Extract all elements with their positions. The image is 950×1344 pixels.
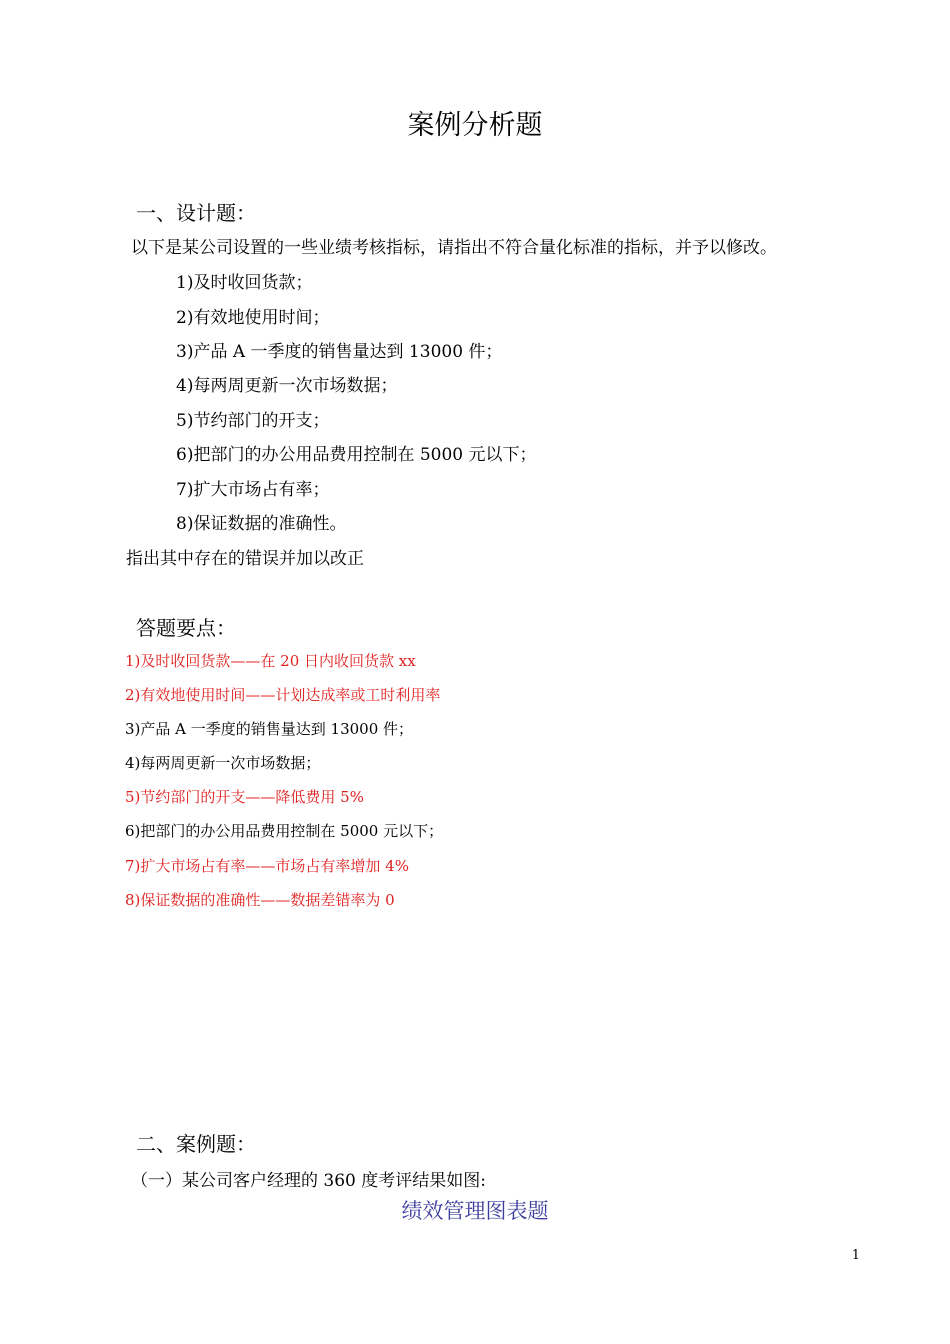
section-1-intro: 以下是某公司设置的一些业绩考核指标，请指出不符合量化标准的指标，并予以修改。 [131, 238, 777, 258]
answer-item: 1)及时收回货款——在 20 日内收回货款 xx [125, 652, 416, 670]
design-item: 8)保证数据的准确性。 [176, 514, 347, 534]
design-item: 6)把部门的办公用品费用控制在 5000 元以下； [176, 445, 537, 465]
design-item: 2)有效地使用时间； [176, 308, 330, 328]
answer-item: 7)扩大市场占有率——市场占有率增加 4% [125, 857, 409, 875]
answer-item: 2)有效地使用时间——计划达成率或工时利用率 [125, 686, 441, 704]
answer-item: 4)每两周更新一次市场数据； [125, 754, 321, 772]
design-item: 4)每两周更新一次市场数据； [176, 376, 398, 396]
page-number: 1 [851, 1248, 860, 1263]
answers-heading: 答题要点： [136, 616, 236, 640]
answer-item: 5)节约部门的开支——降低费用 5% [125, 788, 364, 806]
chart-title: 绩效管理图表题 [401, 1199, 549, 1223]
design-item: 1)及时收回货款； [176, 273, 313, 293]
section-1-heading: 一、设计题： [136, 201, 256, 225]
answer-item: 3)产品 A 一季度的销售量达到 13000 件； [125, 720, 414, 738]
page-title: 案例分析题 [407, 110, 543, 141]
answer-item: 8)保证数据的准确性——数据差错率为 0 [125, 891, 395, 909]
section-1-instruction: 指出其中存在的错误并加以改正 [126, 549, 364, 569]
design-item: 5)节约部门的开支； [176, 411, 330, 431]
answer-item: 6)把部门的办公用品费用控制在 5000 元以下； [125, 822, 444, 840]
design-item: 3)产品 A 一季度的销售量达到 13000 件； [176, 342, 503, 362]
section-2-intro: （一）某公司客户经理的 360 度考评结果如图: [131, 1171, 486, 1191]
section-2-heading: 二、案例题： [136, 1132, 256, 1156]
design-item: 7)扩大市场占有率； [176, 480, 330, 500]
